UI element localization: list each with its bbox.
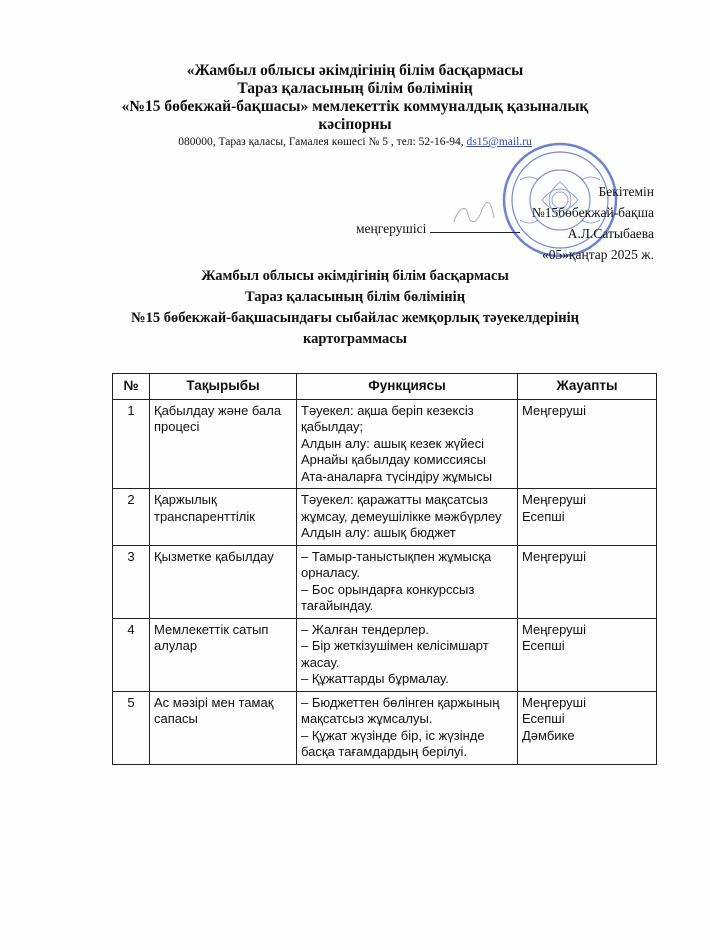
row-num: 4 (113, 618, 150, 691)
row-topic: Мемлекеттік сатып алулар (150, 618, 297, 691)
row-responsible: Меңгеруші (518, 545, 657, 618)
title-line-4: картограммасы (303, 331, 407, 347)
title-line-2: Тараз қаласының білім бөлімінің (244, 289, 466, 305)
letterhead-line-4: кәсіпорны (318, 116, 392, 133)
row-function: – Бюджеттен бөлінген қаржының мақсатсыз жұмсалуы. – Құжат жүзінде бір, іс жүзінде басқа тағамдардың берілуі. (297, 691, 518, 764)
table-row (113, 545, 657, 618)
title-line-3: №15 бөбекжай-бақшасындағы сыбайлас жемқорлық тәуекелдерінің (131, 310, 579, 326)
table-row (113, 399, 657, 489)
approval-line-2: №15бөбекжай-бақша (531, 205, 654, 220)
row-num: 2 (113, 489, 150, 546)
approval-block (532, 181, 654, 265)
header-topic: Тақырыбы (150, 374, 297, 400)
letterhead-line-3: «№15 бөбекжай-бақшасы» мемлекеттік коммуналдық қазыналық (121, 98, 589, 115)
letterhead-line-1: «Жамбыл облысы әкімдігінің білім басқармасы (186, 62, 524, 79)
signature-line (430, 220, 520, 233)
row-topic: Қызметке қабылдау (150, 545, 297, 618)
table-row (113, 691, 657, 764)
contact-email-link[interactable]: ds15@mail.ru (466, 136, 532, 148)
row-function: – Жалған тендерлер. – Бір жеткізушімен келісімшарт жасау. – Құжаттарды бұрмалау. (297, 618, 518, 691)
document-title (0, 266, 710, 350)
approval-line-1: Бекітемін (598, 184, 654, 199)
table-header-row (113, 374, 657, 400)
row-responsible: Меңгеруші (518, 399, 657, 489)
row-num: 1 (113, 399, 150, 489)
header-function: Функциясы (297, 374, 518, 400)
table-row (113, 489, 657, 546)
header-responsible: Жауапты (518, 374, 657, 400)
row-topic: Қаржылық транспаренттілік (150, 489, 297, 546)
row-topic: Қабылдау және бала процесі (150, 399, 297, 489)
row-num: 5 (113, 691, 150, 764)
row-responsible: Меңгеруші Есепші Дәмбике (518, 691, 657, 764)
approval-date: «05»қаңтар 2025 ж. (541, 247, 654, 262)
row-num: 3 (113, 545, 150, 618)
row-function: Тәуекел: ақша беріп кезексіз қабылдау; Алдын алу: ашық кезек жүйесі Арнайы қабылдау комиссиясы Ата-аналарға түсіндіру жұмысы (297, 399, 518, 489)
row-topic: Ас мәзірі мен тамақ сапасы (150, 691, 297, 764)
table-row (113, 618, 657, 691)
risk-table (112, 373, 657, 765)
row-responsible: Меңгеруші Есепші (518, 618, 657, 691)
header-num: № (113, 374, 150, 400)
title-line-1: Жамбыл облысы әкімдігінің білім басқармасы (201, 268, 509, 284)
row-function: – Тамыр-таныстықпен жұмысқа орналасу. – Бос орындарға конкурссыз тағайындау. (297, 545, 518, 618)
approval-name: А.Л.Сатыбаева (567, 226, 654, 241)
letterhead-line-2: Тараз қаласының білім бөлімінің (237, 80, 473, 97)
approval-role: меңгерушісі (356, 220, 520, 237)
row-function: Тәуекел: қаражатты мақсатсыз жұмсау, демеушілікке мәжбүрлеу Алдын алу: ашық бюджет (297, 489, 518, 546)
row-responsible: Меңгеруші Есепші (518, 489, 657, 546)
letterhead (0, 62, 710, 134)
contact-address: 080000, Тараз қаласы, Гамалея көшесі № 5 , тел: 52-16-94, (178, 136, 467, 148)
